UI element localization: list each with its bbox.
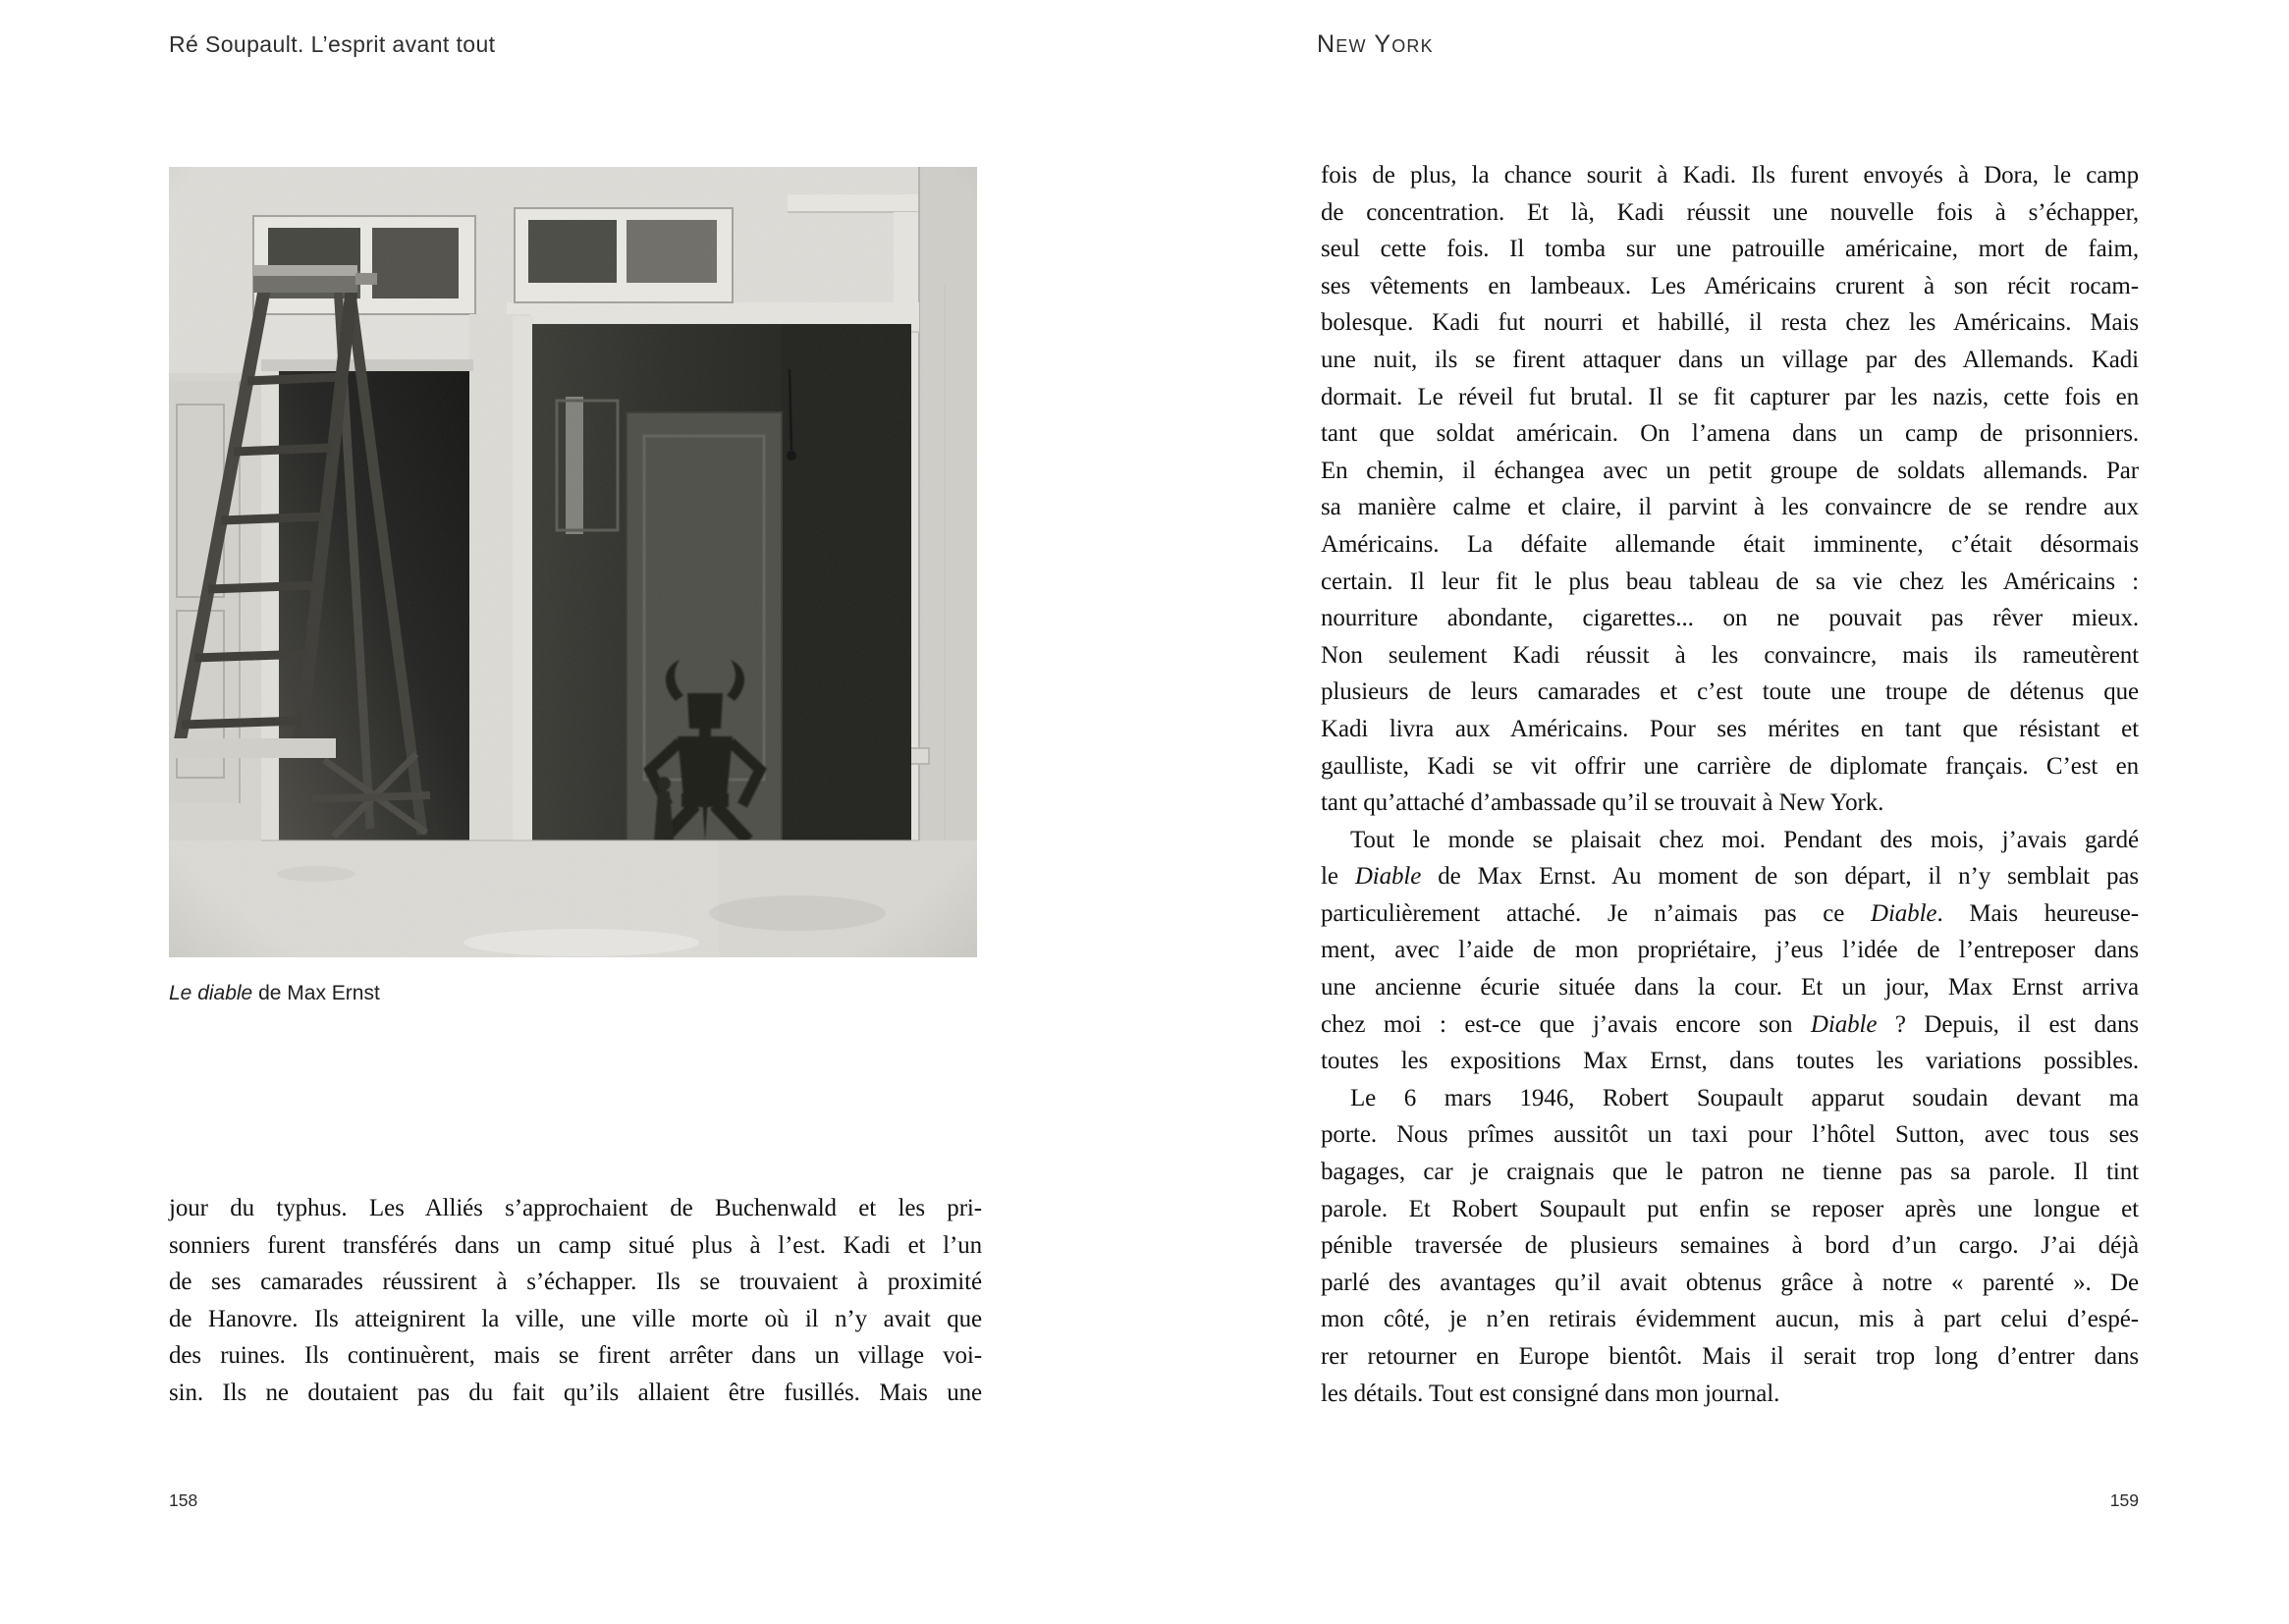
text-line: pénible traversée de plusieurs semaines à bord d’un cargo. J’ai déjà	[1321, 1232, 2139, 1260]
text-line: ses vêtements en lambeaux. Les Américains crurent à son récit rocam-	[1321, 272, 2139, 299]
text-line: particulièrement attaché. Je n’aimais pas ce Diable. Mais heureuse-	[1321, 899, 2139, 927]
text-line: ment, avec l’aide de mon propriétaire, j’eus l’idée de l’entreposer dans	[1321, 937, 2139, 964]
text-line: certain. Il leur fit le plus beau tableau de sa vie chez les Américains :	[1321, 568, 2139, 595]
text-line: les détails. Tout est consigné dans mon journal.	[1321, 1380, 1780, 1407]
text-line: tant que soldat américain. On l’amena dans un camp de prisonniers.	[1321, 420, 2139, 448]
text-line: jour du typhus. Les Alliés s’approchaient de Buchenwald et les pri-	[169, 1195, 982, 1221]
text-line: porte. Nous prîmes aussitôt un taxi pour l’hôtel Sutton, avec tous ses	[1321, 1121, 2139, 1149]
text-line: plusieurs de leurs camarades et c’est toute une troupe de détenus que	[1321, 678, 2139, 706]
text-line: bolesque. Kadi fut nourri et habillé, il resta chez les Américains. Mais	[1321, 309, 2139, 337]
text-line: seul cette fois. Il tomba sur une patrouille américaine, mort de faim,	[1321, 236, 2139, 263]
text-line: Non seulement Kadi réussit à les convaincre, mais ils rameutèrent	[1321, 641, 2139, 669]
text-line: une ancienne écurie située dans la cour. Et un jour, Max Ernst arriva	[1321, 974, 2139, 1001]
text-line: des ruines. Ils continuèrent, mais se firent arrêter dans un village voi-	[169, 1342, 982, 1370]
photo-caption: Le diable de Max Ernst	[169, 982, 380, 1004]
text-line: bagages, car je craignais que le patron ne tienne pas sa parole. Il tint	[1321, 1159, 2139, 1186]
text-line: fois de plus, la chance sourit à Kadi. Ils furent envoyés à Dora, le camp	[1321, 162, 2139, 189]
text-line: Américains. La défaite allemande était imminente, c’était désormais	[1321, 530, 2139, 558]
text-line: chez moi : est-ce que j’avais encore son Diable ? Depuis, il est dans	[1321, 1010, 2139, 1038]
running-header-right: New York	[1317, 30, 1434, 58]
text-line: de Hanovre. Ils atteignirent la ville, une ville morte où il n’y avait que	[169, 1305, 982, 1332]
text-line: une nuit, ils se firent attaquer dans un village par des Allemands. Kadi	[1321, 346, 2139, 373]
paragraph	[1321, 157, 2139, 822]
text-line: En chemin, il échangea avec un petit groupe de soldats allemands. Par	[1321, 457, 2139, 484]
text-line: mon côté, je n’en retirais évidemment aucun, mis à part celui d’espé-	[1321, 1306, 2139, 1333]
text-line: le Diable de Max Ernst. Au moment de son départ, il n’y semblait pas	[1321, 863, 2139, 891]
photo-illustration	[169, 167, 977, 957]
text-line: sa manière calme et claire, il parvint à les convaincre de se rendre aux	[1321, 494, 2139, 521]
right-body-text	[1321, 157, 2139, 1412]
photo-le-diable	[169, 167, 977, 957]
paragraph	[1321, 822, 2139, 1080]
text-line: parlé des avantages qu’il avait obtenus grâce à notre « parenté ». De	[1321, 1269, 2139, 1296]
text-line: sonniers furent transférés dans un camp situé plus à l’est. Kadi et l’un	[169, 1231, 982, 1259]
text-line: Le 6 mars 1946, Robert Soupault apparut soudain devant ma	[1350, 1084, 2139, 1111]
page-number-left: 158	[169, 1490, 198, 1510]
text-line: rer retourner en Europe bientôt. Mais il serait trop long d’entrer dans	[1321, 1343, 2139, 1370]
page-number-right: 159	[2109, 1490, 2139, 1510]
paragraph	[1321, 1080, 2139, 1412]
text-line: sin. Ils ne doutaient pas du fait qu’ils allaient être fusillés. Mais une	[169, 1379, 982, 1406]
text-line: toutes les expositions Max Ernst, dans toutes les variations possibles.	[1321, 1048, 2139, 1075]
text-line: Tout le monde se plaisait chez moi. Pendant des mois, j’avais gardé	[1350, 826, 2139, 853]
paragraph	[169, 1190, 982, 1412]
text-line: de concentration. Et là, Kadi réussit une nouvelle fois à s’échapper,	[1321, 198, 2139, 226]
text-line: parole. Et Robert Soupault put enfin se reposer après une longue et	[1321, 1195, 2139, 1222]
running-header-left: Ré Soupault. L’esprit avant tout	[169, 31, 496, 57]
left-body-text	[169, 1190, 982, 1412]
text-line: Kadi livra aux Américains. Pour ses mérites en tant que résistant et	[1321, 715, 2139, 742]
text-line: dormait. Le réveil fut brutal. Il se fit capturer par les nazis, cette fois en	[1321, 383, 2139, 410]
text-line: nourriture abondante, cigarettes... on ne pouvait pas rêver mieux.	[1321, 605, 2139, 632]
text-line: de ses camarades réussirent à s’échapper. Ils se trouvaient à proximité	[169, 1269, 982, 1296]
text-line: tant qu’attaché d’ambassade qu’il se trouvait à New York.	[1321, 789, 1884, 817]
text-line: gaulliste, Kadi se vit offrir une carrière de diplomate français. C’est en	[1321, 752, 2139, 780]
